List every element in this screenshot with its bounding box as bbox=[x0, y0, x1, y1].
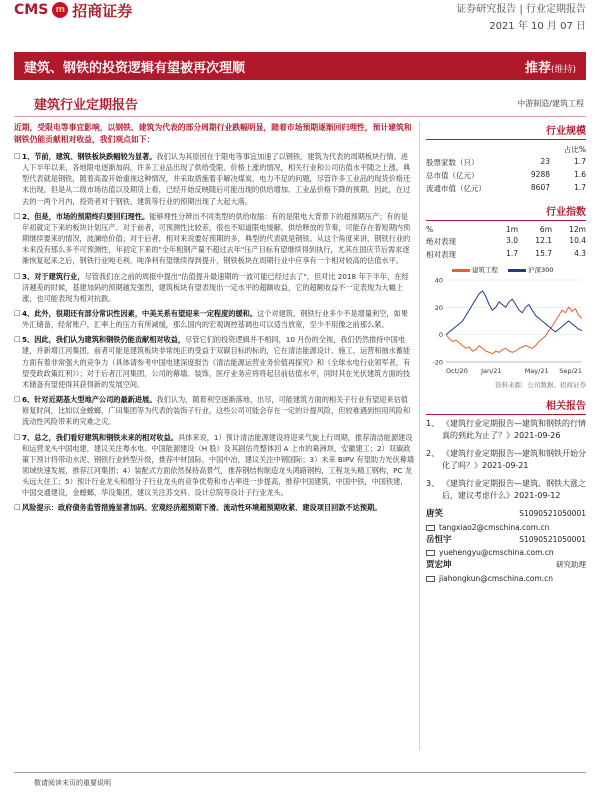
related-report-text[interactable]: 《建筑行业定期报告—建筑和钢铁开始分化了吗？》2021-09-21 bbox=[442, 449, 586, 470]
bullet-head: 1、节前，建筑、钢铁板块跌幅较为显著。 bbox=[22, 151, 157, 161]
rating bbox=[525, 57, 576, 76]
industry-scale-row bbox=[426, 156, 586, 169]
y-tick-label: 20 bbox=[434, 303, 443, 312]
mail-icon bbox=[426, 550, 435, 556]
legend-label-2: 沪深300 bbox=[528, 266, 554, 274]
analyst-email[interactable]: yuehengyu@cmschina.com.cn bbox=[439, 548, 554, 558]
bullet-item bbox=[14, 334, 414, 390]
index-column-header: % bbox=[426, 225, 434, 234]
index-m1: 3.0 bbox=[506, 236, 518, 245]
scale-pct: 1.7 bbox=[574, 183, 586, 192]
index-m12: 10.4 bbox=[569, 236, 586, 245]
industry-scale-unit-row bbox=[426, 143, 586, 156]
bullet-head: 2、但是，市场的预期终归要回归理性。 bbox=[22, 211, 150, 221]
x-tick-label: Sep/21 bbox=[559, 367, 582, 375]
bullet-head: 3、对于建筑行业， bbox=[22, 271, 85, 281]
scale-label: 股票家数（只） bbox=[426, 158, 479, 167]
bullet-head: 5、因此，我们认为建筑和钢铁仍能贡献相对收益， bbox=[22, 335, 186, 345]
divider bbox=[14, 116, 586, 117]
analyst-id: S1090521050001 bbox=[519, 509, 586, 518]
rating-label: 推荐 bbox=[524, 60, 551, 76]
scale-label: 流通市值（亿元） bbox=[426, 184, 486, 193]
scale-value: 9288 bbox=[530, 170, 550, 179]
bullet-body: 能够理性分辨出不同类型的供给收缩：有的是限电大背景下的超预期压产；有的是年初就定下来的板块计划压产。对于前者，可预测性比较差，很也不知道限电缓解，供给释放的节奏，可能存在着短期内预期继续要来的情况，波澜给价值；对于后者，相对来说要好预期的多，典型的代表就是钢铁。从这个角度来讲，钢铁行业的未来没有那么多不可预测性，年初定下来的"全年粗钢产量不超过去年"压产目标有望继续得到执行，尤其在国庆节后需求逐渐恢复起来之后，钢铁行业吨毛利，吨净利有望继续得到提升，钢铁板块在周期行业中应享有一个相对较高的估值水平。 bbox=[22, 211, 411, 266]
bullet-head: 6、针对近期基大型地产公司的最新进展。 bbox=[22, 395, 157, 405]
bullet-list bbox=[14, 151, 414, 499]
bullet-body: 这个对建筑、钢铁行业多少不是增量利空，如果外汇储备，经常账户，汇率上的压力有所减缓，那么国内的宏观调控基调也可以适当放宽，至少不用像之前那么紧。 bbox=[22, 308, 408, 330]
related-report-text[interactable]: 《建筑行业定期报告—建筑、钢铁大涨之后，建议考虑什么》2021-09-12 bbox=[442, 479, 586, 500]
column-divider bbox=[419, 122, 420, 750]
industry-index-title: 行业指数 bbox=[426, 203, 586, 221]
related-reports-list bbox=[426, 418, 586, 502]
scale-value: 23 bbox=[540, 157, 550, 166]
x-tick-label: Jan/21 bbox=[481, 367, 502, 375]
legend-item-2 bbox=[508, 265, 553, 274]
index-m6: 12.1 bbox=[535, 236, 552, 245]
bullet-item bbox=[14, 308, 414, 330]
related-report-number: 3、 bbox=[426, 479, 440, 488]
legend-label-1: 建筑工程 bbox=[472, 266, 498, 274]
sidebar bbox=[426, 122, 586, 585]
industry-scale-row bbox=[426, 169, 586, 182]
series-line-2 bbox=[446, 291, 582, 335]
report-type: 建筑行业定期报告 bbox=[34, 98, 139, 113]
analyst-name-row bbox=[426, 559, 586, 573]
report-category: 证券研究报告 | 行业定期报告 bbox=[456, 4, 586, 15]
footer-divider bbox=[14, 772, 586, 773]
header-meta bbox=[456, 0, 586, 32]
index-column-header: 6m bbox=[539, 225, 552, 234]
index-m6: 15.7 bbox=[535, 249, 552, 258]
analyst-email[interactable]: tangxiao2@cmschina.com.cn bbox=[439, 522, 550, 532]
logo-text-cn: 招商证券 bbox=[72, 1, 133, 20]
bullet-item bbox=[14, 151, 414, 207]
analyst-name: 唐笑 bbox=[426, 509, 444, 519]
x-tick-label: May/21 bbox=[524, 367, 549, 375]
legend-swatch-1 bbox=[452, 269, 470, 272]
mail-icon bbox=[426, 525, 435, 531]
header bbox=[0, 0, 600, 32]
index-column-header: 12m bbox=[569, 225, 586, 234]
scale-pct: 1.6 bbox=[574, 170, 586, 179]
logo-text-en: CMS bbox=[14, 2, 49, 18]
related-report-item[interactable] bbox=[426, 448, 586, 472]
bullet-body: 具体来说，1）预计清洁能源建设将迎来气旋上行周期，推荐清洁能源建设和运营龙头中国电建，建议关注粤水电、中国能源建设（H 股）及其剧估壳整体回 A 上市的葛洲坝，安徽建工；2）双碳政策下预计将带动水泥、钢铁行业转型升级，推荐中材国际，中国中冶，建议关注中钢国际；3）未来 BIPV 有望助力光伏幕墙领域快速发展，推荐江河集团；4）装配式方面依然保持高景气，推荐钢结构制造龙头鸿路钢构，工程龙头精工钢构，PC 龙头远大住工；5）预计行业龙头和细分子行业龙头的竞争优势和市占率进一步提高，推荐中国建筑，中国中铁，中国铁建，中国交通建设，金螳螂，华设集团，建议关注苏交科、设计总院等设计子行业龙头。 bbox=[22, 432, 415, 498]
logo-badge-icon: m bbox=[52, 2, 68, 18]
x-tick-label: Oct/20 bbox=[446, 367, 468, 375]
analyst-name-row bbox=[426, 534, 586, 548]
related-reports-title: 相关报告 bbox=[426, 397, 586, 415]
chart-source: 资料来源：公司数据、招商证券 bbox=[495, 381, 586, 389]
bullet-head: 7、总之，我们看好建筑和钢铁未来的相对收益。 bbox=[22, 432, 178, 442]
scale-pct: 1.7 bbox=[574, 157, 586, 166]
bullet-item bbox=[14, 394, 414, 427]
y-tick-label: -20 bbox=[432, 358, 443, 367]
industry-index-header bbox=[426, 224, 586, 235]
sector-label: 中游制造/建筑工程 bbox=[517, 99, 584, 108]
bullet-item bbox=[14, 432, 414, 499]
analyst-name: 岳恒宇 bbox=[426, 534, 452, 545]
industry-index-row bbox=[426, 235, 586, 248]
index-label: 相对表现 bbox=[426, 250, 456, 259]
analyst-item bbox=[426, 534, 586, 560]
main-body bbox=[14, 122, 414, 518]
analyst-email-row bbox=[426, 522, 586, 534]
analyst-name-row bbox=[426, 508, 586, 522]
risk-note bbox=[14, 502, 414, 513]
index-label: 绝对表现 bbox=[426, 237, 456, 246]
index-m12: 4.3 bbox=[574, 249, 586, 258]
chart-legend bbox=[452, 265, 586, 274]
footer-note: 敬请阅读末页的重要说明 bbox=[34, 779, 111, 787]
analyst-name: 贾宏坤 bbox=[426, 560, 452, 571]
analyst-list bbox=[426, 508, 586, 585]
industry-scale-row bbox=[426, 182, 586, 195]
risk-body: 政府债务监管措施显著加码、宏观经济超预期下滑、流动性环境超预期收紧、建设项目回款不达预期。 bbox=[57, 503, 382, 513]
bullet-body: 我们认为，随着利空逐渐落地、出尽，可能建筑方面的相关子行业有望迎来估值修复时间，比如以金螳螂，广田集团等为代表的装饰子行业，这些公司可能会存在一定的计提风险，但较难遇到恒用风险和流动性风险带来的灾难之灾。 bbox=[22, 395, 411, 427]
y-tick-label: 0 bbox=[438, 331, 443, 340]
index-column-header: 1m bbox=[505, 225, 518, 234]
industry-scale-table bbox=[426, 156, 586, 195]
related-report-number: 2、 bbox=[426, 449, 440, 458]
scale-label: 总市值（亿元） bbox=[426, 171, 479, 180]
scale-value: 8607 bbox=[530, 183, 550, 192]
risk-head: 风险提示： bbox=[22, 503, 58, 513]
mail-icon bbox=[426, 576, 435, 582]
analyst-email-row bbox=[426, 547, 586, 559]
index-m1: 1.7 bbox=[506, 249, 518, 258]
industry-scale-title: 行业规模 bbox=[426, 122, 586, 140]
bullet-head: 4、此外，很期还有部分常识性因素，中美关系有望迎来一定程度的缓和。 bbox=[22, 308, 258, 318]
industry-index-row bbox=[426, 248, 586, 261]
industry-scale-unit: 占比% bbox=[563, 145, 586, 154]
related-report-item[interactable] bbox=[426, 418, 586, 442]
bullet-body: 尽管我们在之前的周报中提出"估值提升最速期的一波可能已经过去了"，但对比 2018 年下半年，在经济越差的时候，基建加码的预期越发强烈，建筑板块有望表现出一定水平的超额收益，它的超额收益不一定表现为大幅上涨，也可能表现为相对抗跌。 bbox=[22, 271, 409, 303]
bullet-item bbox=[14, 211, 414, 267]
bullet-body: 我们认为其原因在于限电等事宜加速了以钢铁、建筑为代表的周期板块行情。进入下半年以来，各地限电逐渐加码，许多工业品出现了供给受限、价格上涨的情况，相关行业和公司估值水平随之上涨。典型代表就是钢铁，随着高盈开始重视这种情况，并采取措施着手解决煤炭、电力不足的问题，尽管许多工业品的现货价格还未出现，但是从二级市场估值以及期货上看，已经开始反映随后可能出现的供给增加、工业品价格下降的预期。因此，在过去的一两个月内，投资者对于钢铁、建筑等行业的预期出现了大起大落。 bbox=[22, 151, 411, 206]
index-chart bbox=[426, 276, 586, 376]
rating-note: (维持) bbox=[550, 64, 576, 75]
industry-index-table bbox=[426, 224, 586, 261]
related-report-number: 1、 bbox=[426, 419, 440, 428]
y-tick-label: 40 bbox=[434, 276, 443, 285]
related-report-text[interactable]: 《建筑行业定期报告—建筑和钢铁的行情真的到此为止了？》2021-09-26 bbox=[442, 419, 586, 440]
analyst-item bbox=[426, 559, 586, 585]
legend-swatch-2 bbox=[508, 269, 526, 272]
analyst-email-row bbox=[426, 573, 586, 585]
bullet-body: 尽管它们的投资逻辑并不相同，10 月份的全视，我们仍然推持中国电建，并新增江河集团，前者可能是建筑板块非常纯正的受益于双碳目标的标的，它在清洁能源设计、施工、运营和抽水蓄能方面有着非常强大的竞争力（具体请参考中国电建深度报告《清洁能源运营业务价值再探究》和《全球水电行业领军者，有望受政政策红利》）；对于后者江河集团，公司的幕墙、装饰，医疗业务应将将起目前估值水平，同时其在光伏建筑方面的技术储备有望使得其获得新的发展空间。 bbox=[22, 335, 411, 389]
company-logo bbox=[14, 0, 132, 20]
analyst-id: 研究助理 bbox=[556, 560, 586, 570]
analyst-email[interactable]: jiahongkun@cmschina.com.cn bbox=[439, 573, 554, 583]
report-date: 2021 年 10 月 07 日 bbox=[489, 21, 586, 32]
analyst-id: S1090521050001 bbox=[519, 534, 586, 544]
report-title: 建筑、钢铁的投资逻辑有望被再次理顺 bbox=[24, 60, 246, 76]
legend-item-1 bbox=[452, 265, 498, 274]
analyst-item bbox=[426, 508, 586, 534]
bullet-item bbox=[14, 271, 414, 304]
title-banner bbox=[14, 52, 586, 80]
related-report-item[interactable] bbox=[426, 478, 586, 502]
lead-paragraph: 近期，受限电等事宜影响，以钢铁、建筑为代表的部分周期行业跌幅明显，随着市场预期逐渐回归理性，预计建筑和钢铁仍能贡献相对收益，我们观点如下： bbox=[14, 123, 412, 145]
